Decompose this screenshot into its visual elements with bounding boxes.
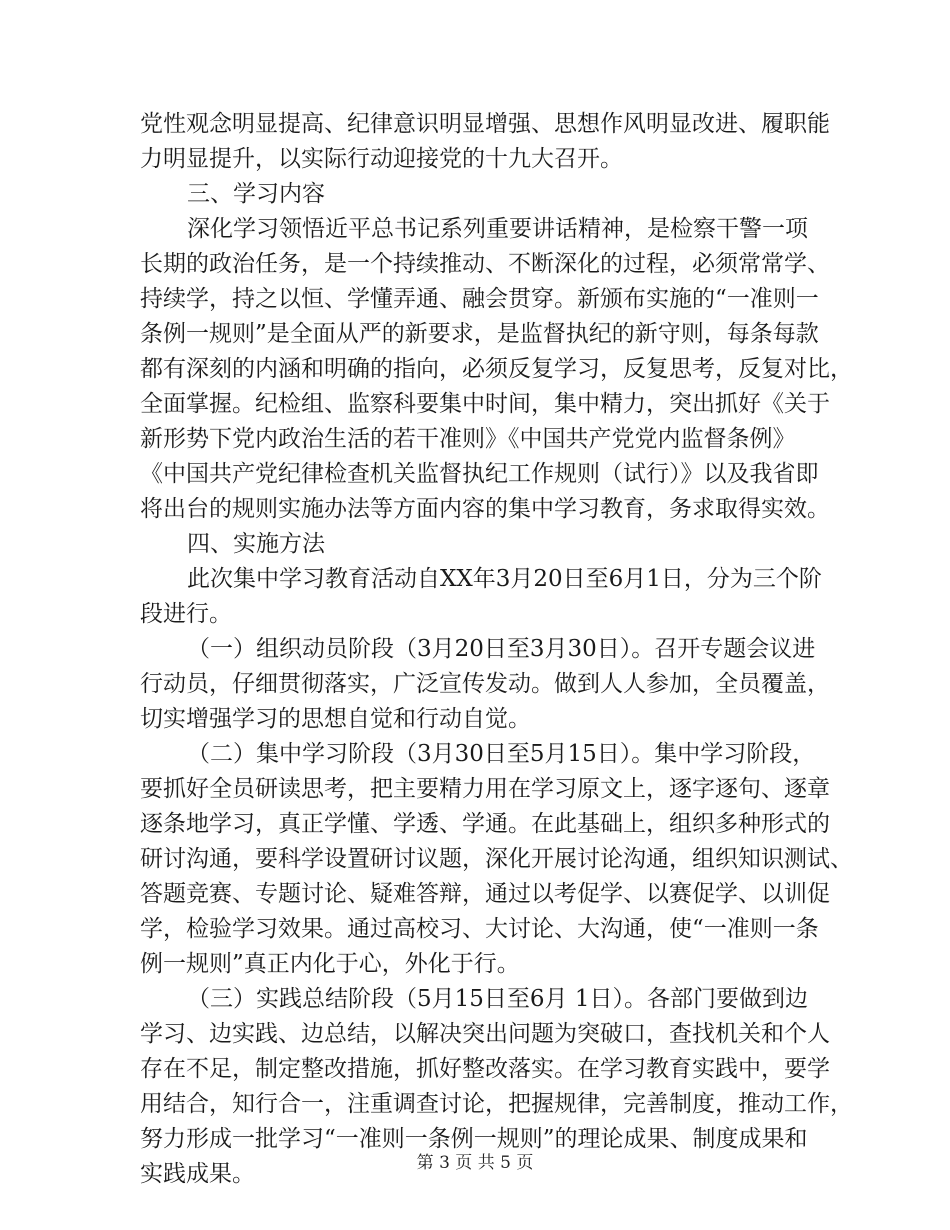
body-text-line: 条例一规则”是全面从严的新要求，是监督执纪的新守则，每条每款 xyxy=(140,321,819,347)
body-text-line: 全面掌握。纪检组、监察科要集中时间，集中精力，突出抓好《关于 xyxy=(140,391,830,417)
body-text-line: 学，检验学习效果。通过高校习、大讨论、大沟通，使“一准则一条 xyxy=(140,916,819,942)
page-number-footer: 第 3 页 共 5 页 xyxy=(416,1153,534,1173)
body-text-line: 存在不足，制定整改措施，抓好整改落实。在学习教育实践中，要学 xyxy=(140,1056,830,1082)
body-text-line: 《中国共产党纪律检查机关监督执纪工作规则（试行）》以及我省即 xyxy=(140,461,819,487)
body-text-line: 深化学习领悟近平总书记系列重要讲话精神，是检察干警一项 xyxy=(187,216,808,242)
body-text-line: 长期的政治任务，是一个持续推动、不断深化的过程，必须常常学、 xyxy=(140,251,830,277)
body-text-line: 用结合，知行合一，注重调查讨论，把握规律，完善制度，推动工作， xyxy=(140,1091,853,1117)
section-heading: 四、实施方法 xyxy=(187,531,325,557)
body-text-line: 实践成果。 xyxy=(140,1161,255,1187)
body-text-line: 要抓好全员研读思考，把主要精力用在学习原文上，逐字逐句、逐章 xyxy=(140,776,830,802)
body-text-line: 努力形成一批学习“一准则一条例一规则”的理论成果、制度成果和 xyxy=(140,1126,808,1152)
body-text-line: 学习、边实践、边总结，以解决突出问题为突破口，查找机关和个人 xyxy=(140,1021,830,1047)
body-text-line: （三）实践总结阶段（5月15日至6月 1日）。各部门要做到边 xyxy=(187,986,808,1012)
body-text-line: （一）组织动员阶段（3月20日至3月30日）。召开专题会议进 xyxy=(187,636,816,662)
body-text-line: （二）集中学习阶段（3月30日至5月15日）。集中学习阶段， xyxy=(187,741,816,767)
body-text-line: 此次集中学习教育活动自XX年3月20日至6月1日，分为三个阶 xyxy=(187,566,822,592)
body-text-line: 持续学，持之以恒、学懂弄通、融会贯穿。新颁布实施的“一准则一 xyxy=(140,286,819,312)
section-heading: 三、学习内容 xyxy=(187,181,325,207)
body-text-line: 将出台的规则实施办法等方面内容的集中学习教育，务求取得实效。 xyxy=(140,496,830,522)
body-text-line: 行动员，仔细贯彻落实，广泛宣传发动。做到人人参加，全员覆盖， xyxy=(140,671,830,697)
body-text-line: 力明显提升，以实际行动迎接党的十九大召开。 xyxy=(140,146,623,172)
body-text-line: 例一规则”真正内化于心，外化于行。 xyxy=(140,951,520,977)
body-text-line: 答题竞赛、专题讨论、疑难答辩，通过以考促学、以赛促学、以训促 xyxy=(140,881,830,907)
body-text-line: 都有深刻的内涵和明确的指向，必须反复学习，反复思考，反复对比， xyxy=(140,356,853,382)
body-text-line: 切实增强学习的思想自觉和行动自觉。 xyxy=(140,706,531,732)
body-text-line: 逐条地学习，真正学懂、学透、学通。在此基础上，组织多种形式的 xyxy=(140,811,830,837)
body-text-line: 研讨沟通，要科学设置研讨议题，深化开展讨论沟通，组织知识测试、 xyxy=(140,846,853,872)
body-text-line: 段进行。 xyxy=(140,601,232,627)
body-text-line: 党性观念明显提高、纪律意识明显增强、思想作风明显改进、履职能 xyxy=(140,111,830,137)
body-text-line: 新形势下党内政治生活的若干准则》《中国共产党党内监督条例》 xyxy=(140,426,796,452)
